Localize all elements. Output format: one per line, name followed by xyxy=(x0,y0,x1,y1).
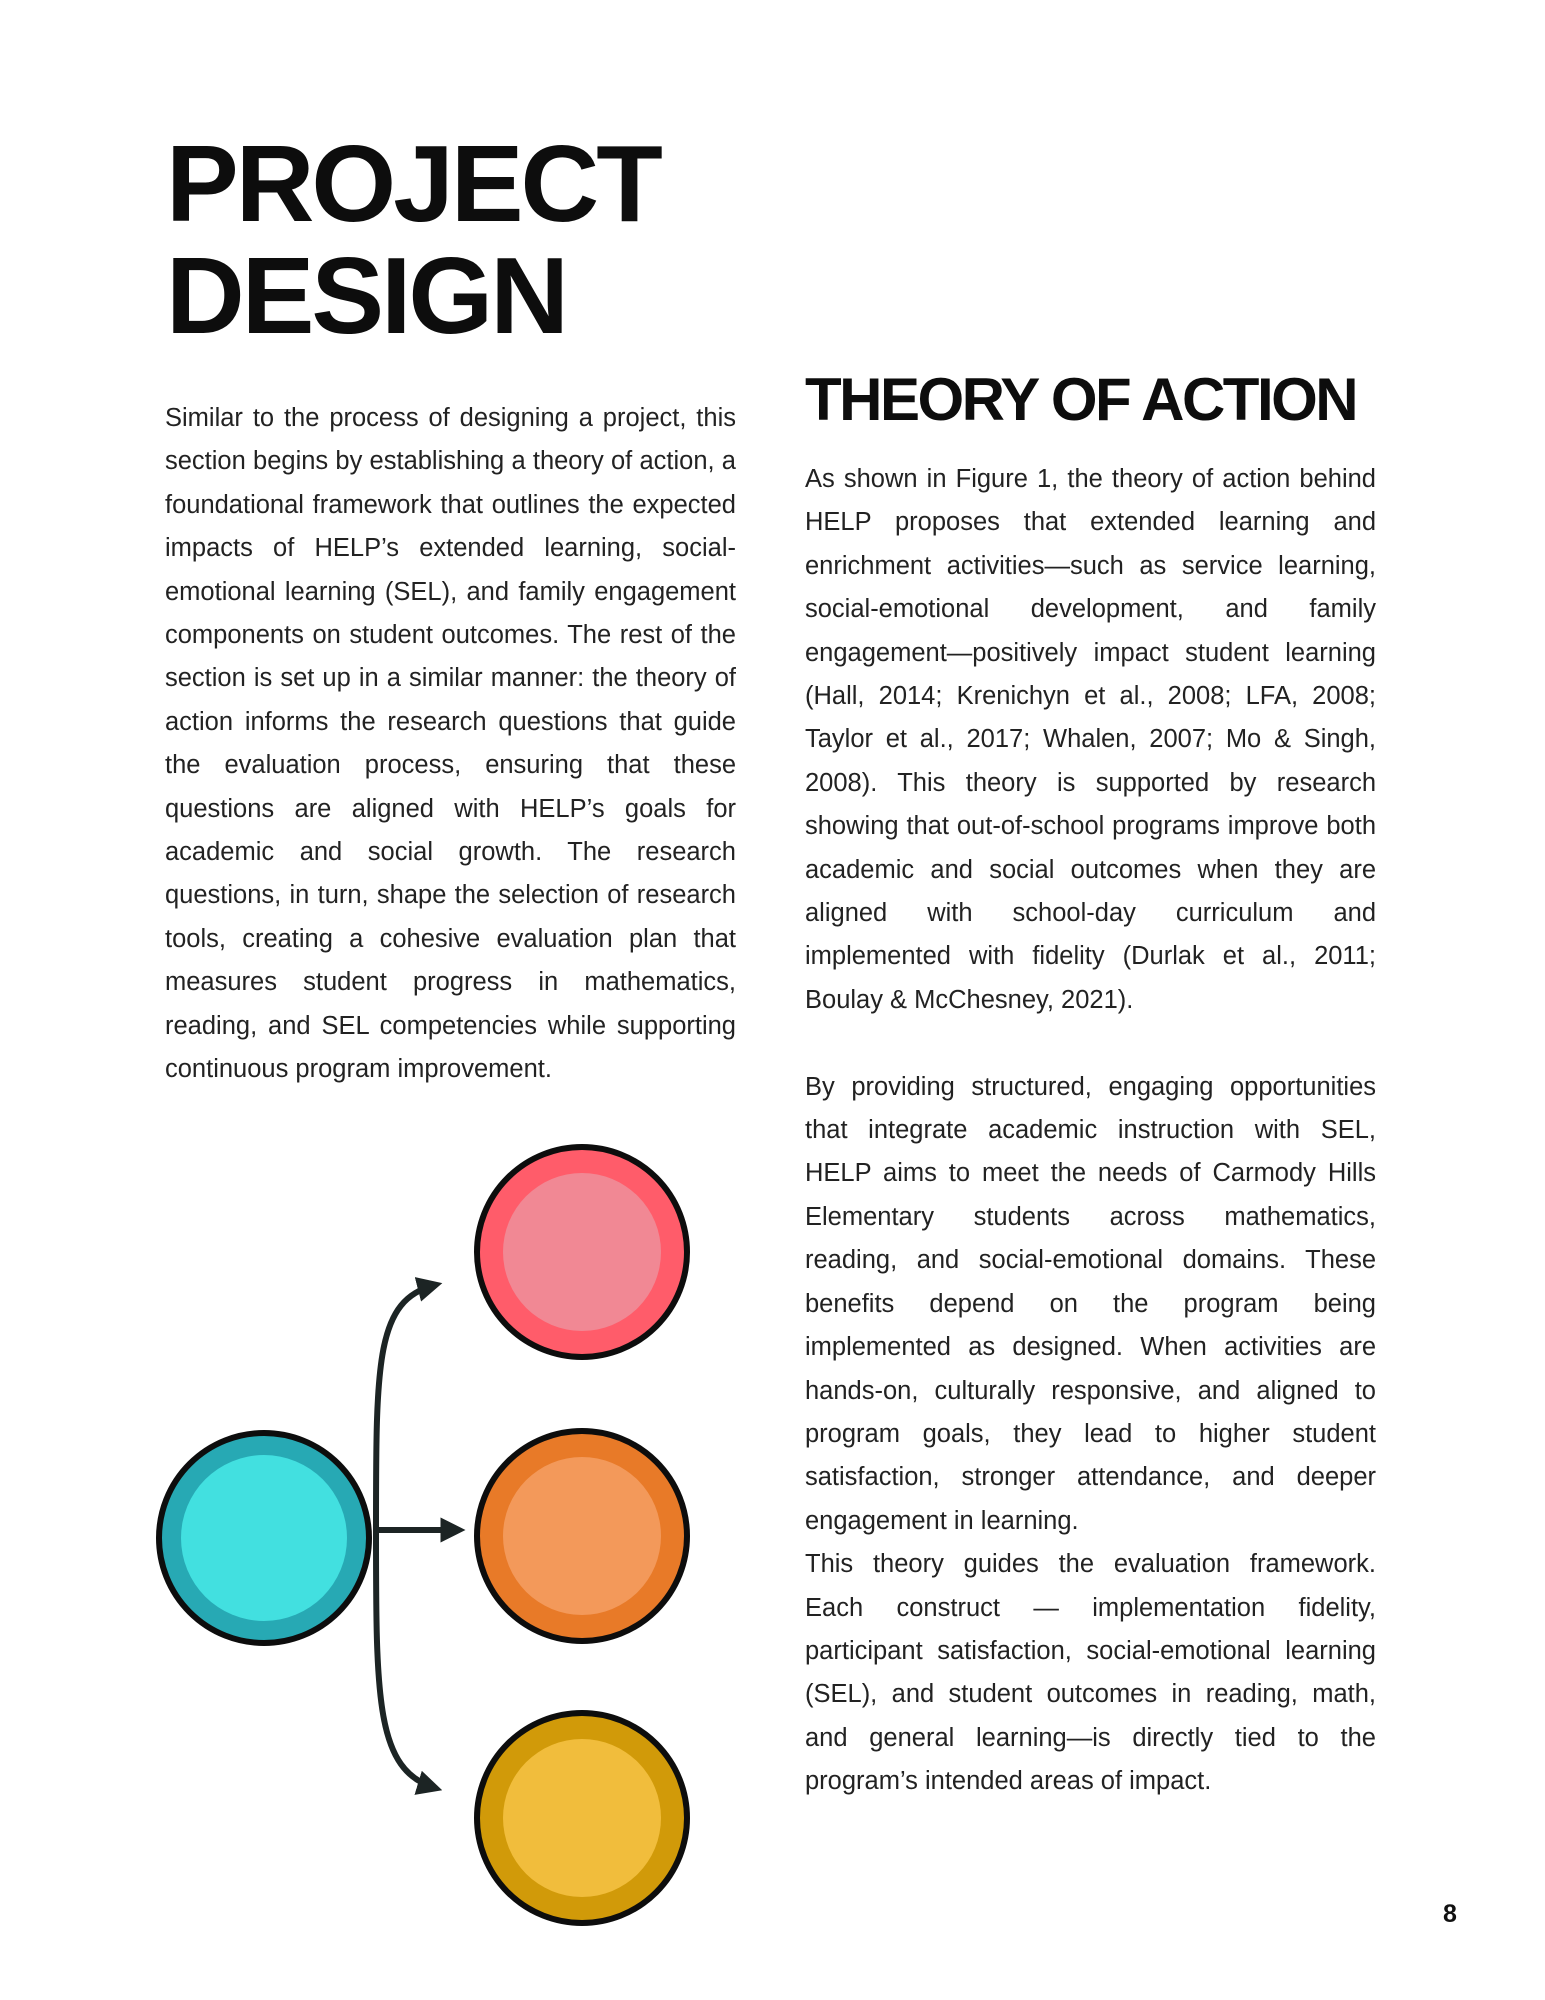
intro-paragraph: Similar to the process of designing a project, this section begins by establishing a theory of action, a foundational framework that outlines the expected impacts of HELP’s extended learning, social-emotional learning (SEL), and family engagement components on student outcomes. The rest of the section is set up in a similar manner: the theory of action informs the research questions that guide the evaluation process, ensuring that these questions are aligned with HELP’s goals for academic and social growth. The research questions, in turn, shape the selection of research tools, creating a cohesive evaluation plan that measures student progress in mathematics, reading, and SEL competencies while supporting continuous program improvement. xyxy=(165,404,736,1084)
theory-of-action-diagram xyxy=(140,1140,720,1950)
source-circle xyxy=(159,1433,369,1643)
arrow-to-bottom-circle xyxy=(376,1530,435,1788)
page-title-line1: PROJECT xyxy=(166,123,660,245)
middle-target-circle xyxy=(477,1431,687,1641)
page-number: 8 xyxy=(1443,1900,1457,1928)
page-title-line2: DESIGN xyxy=(166,235,566,357)
theory-of-action-heading: THEORY OF ACTION xyxy=(805,366,1357,433)
page-title xyxy=(166,123,866,357)
arrow-to-top-circle xyxy=(376,1285,435,1530)
theory-of-action-column xyxy=(805,458,1376,1804)
theory-paragraph-3: This theory guides the evaluation framework. Each construct — implementation fidelity, participant satisfaction, social-emotional learning (SEL), and student outcomes in reading, math, and general learning—is directly tied to the program’s intended areas of impact. xyxy=(805,1550,1376,1796)
intro-column xyxy=(165,397,736,1092)
diagram-svg xyxy=(140,1140,720,1950)
theory-paragraph-2: By providing structured, engaging opportunities that integrate academic instruction with SEL, HELP aims to meet the needs of Carmody Hills Elementary students across mathematics, reading, and social-emotional domains. These benefits depend on the program being implemented as designed. When activities are hands-on, culturally responsive, and aligned to program goals, they lead to higher student satisfaction, stronger attendance, and deeper engagement in learning. xyxy=(805,1072,1376,1535)
theory-paragraph-1: As shown in Figure 1, the theory of action behind HELP proposes that extended learning and enrichment activities—such as service learning, social-emotional development, and family engagement—positively impact student learning (Hall, 2014; Krenichyn et al., 2008; LFA, 2008; Taylor et al., 2017; Whalen, 2007; Mo & Singh, 2008). This theory is supported by research showing that out-of-school programs improve both academic and social outcomes when they are aligned with school-day curriculum and implemented with fidelity (Durlak et al., 2011; Boulay & McChesney, 2021). xyxy=(805,465,1376,1014)
bottom-target-circle xyxy=(477,1713,687,1923)
top-target-circle xyxy=(477,1147,687,1357)
